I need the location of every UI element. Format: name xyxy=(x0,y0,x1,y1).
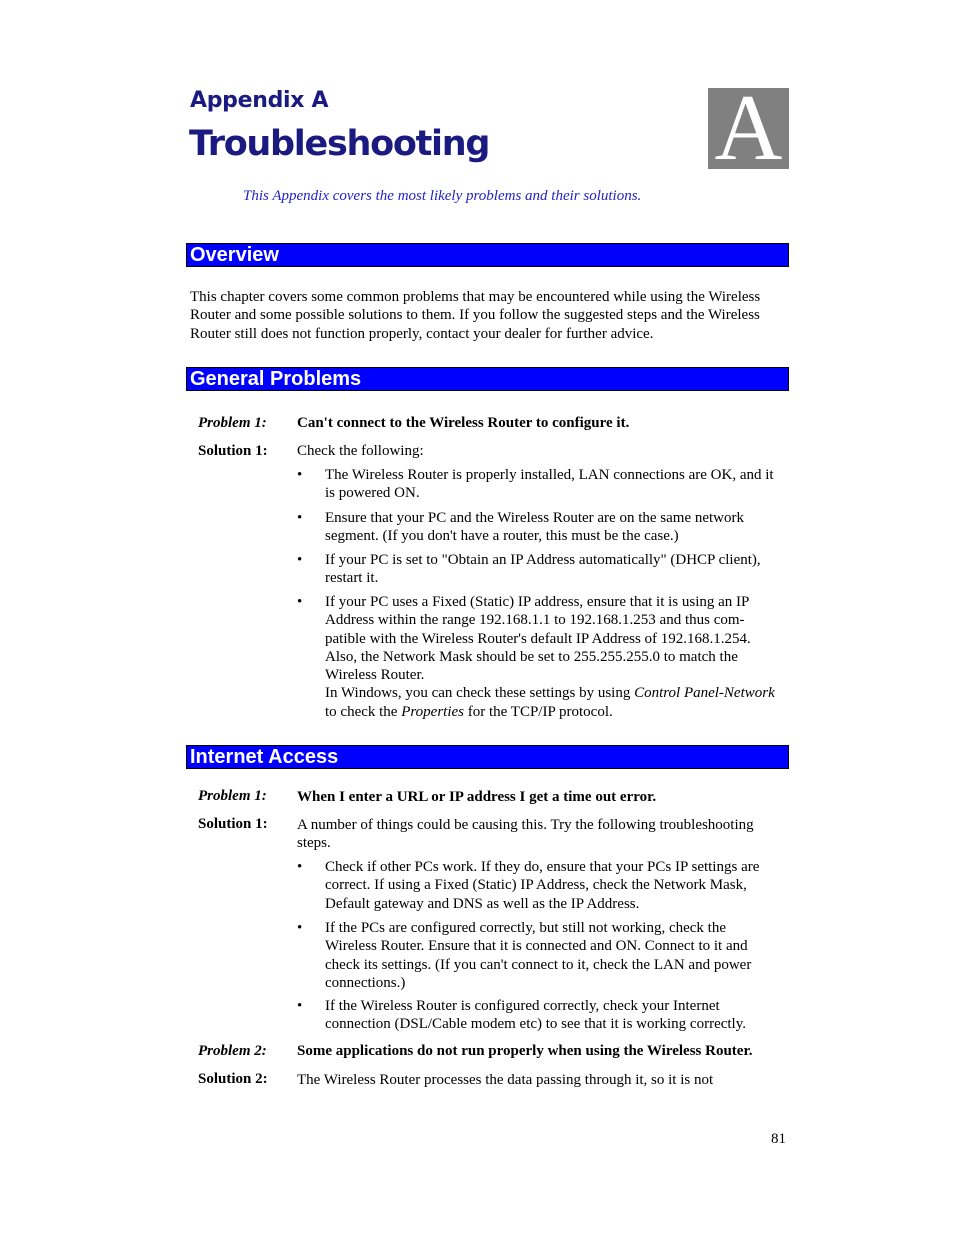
appendix-label: Appendix A xyxy=(190,88,329,113)
page-number: 81 xyxy=(771,1131,786,1147)
chapter-badge: A xyxy=(708,88,789,169)
problem-label: Problem 1: xyxy=(198,788,267,804)
solution-text: Check the following: xyxy=(297,443,424,459)
bullet-icon: • xyxy=(297,998,303,1014)
chapter-title: Troubleshooting xyxy=(189,124,490,164)
bullet-icon: • xyxy=(297,594,303,610)
list-item xyxy=(297,551,777,588)
list-item-text: If your PC is set to "Obtain an IP Address automatically" (DHCP client), restart it. xyxy=(325,552,761,587)
list-item-text: Check if other PCs work. If they do, ensure that your PCs IP settings are correct. If using a Fixed (Static) IP Address, check the Network Mask, Default gateway and DNS as well as the IP Address. xyxy=(325,859,760,912)
list-item xyxy=(297,858,777,913)
list-item-text: If the PCs are configured correctly, but still not working, check the Wireless Router. Ensure that it is connected and ON. Connect to it and check its settings. (If you can't connect to it, check the LAN and power connections.) xyxy=(325,920,752,991)
problem-text: Can't connect to the Wireless Router to configure it. xyxy=(297,415,630,431)
list-item-main-text: If your PC uses a Fixed (Static) IP address, ensure that it is using an IP Address within the range 192.168.1.1 to 192.168.1.253 and thus com-patible with the Wireless Router's default IP Address of 192.168.1.254. Also, the Network Mask should be set to 255.255.255.0 to match the Wireless Router. xyxy=(325,594,751,684)
solution-label: Solution 1: xyxy=(198,816,268,832)
list-item xyxy=(297,593,777,721)
list-item-text: If the Wireless Router is configured correctly, check your Internet connection (DSL/Cable modem etc) to see that it is working correctly. xyxy=(325,998,746,1033)
internet-access-heading: Internet Access xyxy=(186,745,789,769)
list-item xyxy=(297,509,777,546)
list-item xyxy=(297,997,777,1034)
bullet-icon: • xyxy=(297,552,303,568)
intro-text: This Appendix covers the most likely problems and their solutions. xyxy=(243,188,642,204)
solution-text: A number of things could be causing this. Try the following troubleshooting steps. xyxy=(297,817,754,852)
problem-label: Problem 1: xyxy=(198,415,267,431)
bullet-icon: • xyxy=(297,859,303,875)
bullet-icon: • xyxy=(297,920,303,936)
solution-text: The Wireless Router processes the data passing through it, so it is not xyxy=(297,1072,714,1088)
bullet-icon: • xyxy=(297,467,303,483)
general-problems-heading: General Problems xyxy=(186,367,789,391)
overview-paragraph: This chapter covers some common problems that may be encountered while using the Wireless Router and some possible solutions to them. If you follow the suggested steps and the Wireless Router still does not function properly, contact your dealer for further advice. xyxy=(190,289,761,342)
solution-label: Solution 1: xyxy=(198,443,268,459)
bullet-icon: • xyxy=(297,510,303,526)
list-item xyxy=(297,919,777,992)
list-item-text xyxy=(325,593,777,721)
list-item xyxy=(297,466,777,503)
windows-note: In Windows, you can check these settings by using Control Panel-Network to check the Properties for the TCP/IP protocol. xyxy=(325,685,775,720)
solution-label: Solution 2: xyxy=(198,1071,268,1087)
problem-label: Problem 2: xyxy=(198,1043,267,1059)
problem-text: When I enter a URL or IP address I get a time out error. xyxy=(297,789,657,805)
list-item-text: Ensure that your PC and the Wireless Router are on the same network segment. (If you don't have a router, this must be the case.) xyxy=(325,510,745,545)
overview-heading: Overview xyxy=(186,243,789,267)
list-item-text: The Wireless Router is properly installed, LAN connections are OK, and it is powered ON. xyxy=(325,467,774,502)
problem-text: Some applications do not run properly when using the Wireless Router. xyxy=(297,1043,753,1059)
